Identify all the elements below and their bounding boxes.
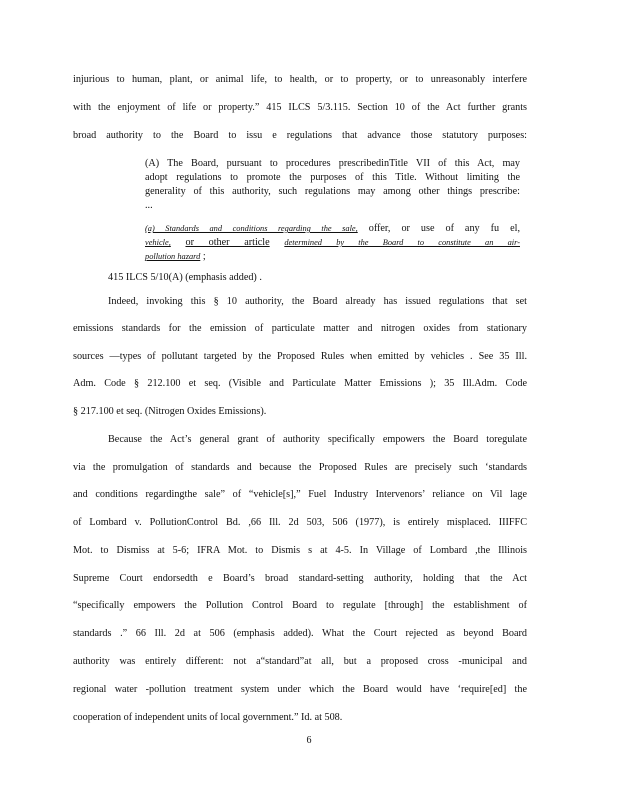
text-line: and conditions regardingthe sale” of “vehicle[s],” Fuel Industry Intervenors’ reliance on Vil lage: [73, 489, 527, 500]
text-line: of Lombard v. PollutionControl Bd. ,66 Ill. 2d 503, 506 (1977), is entirely misplaced. IIIFFC: [73, 517, 527, 528]
page-number: 6: [306, 735, 312, 746]
text-line: Indeed, invoking this § 10 authority, the Board already has issued regulations that set: [108, 296, 527, 307]
text-line: “specifically empowers the Pollution Control Board to regulate [through] the establishment of: [73, 600, 527, 611]
citation: 415 ILCS 5/10(A) (emphasis added) .: [108, 272, 262, 283]
text-line: with the enjoyment of life or property.” 415 ILCS 5/3.115. Section 10 of the Act further grants: [73, 102, 527, 113]
quote-text: or other article: [185, 237, 270, 248]
text-line: Adm. Code § 212.100 et seq. (Visible and Particulate Matter Emissions ); 35 Ill.Adm. Code: [73, 378, 527, 389]
text-line: standards .” 66 Ill. 2d at 506 (emphasis added). What the Court rejected as beyond Board: [73, 628, 527, 639]
emphasized-text: vehicle,: [145, 238, 171, 247]
text-line: Because the Act’s general grant of authority specifically empowers the Board toregulate: [108, 434, 527, 445]
quote-line-emphasis: [145, 222, 520, 235]
text-line: authority was entirely different: not a“standard”at all, but a proposed cross -municipal and: [73, 656, 527, 667]
text-line: regional water -pollution treatment system under which the Board would have ‘require[ed] the: [73, 684, 527, 695]
quote-text: offer, or use of any fu el,: [368, 223, 520, 234]
text-line: Supreme Court endorsedth e Board’s broad standard-setting authority, holding that the Act: [73, 573, 527, 584]
text-line: emissions standards for the emission of particulate matter and nitrogen oxides from stationary: [73, 323, 527, 334]
text-line: cooperation of independent units of local government.” Id. at 508.: [73, 712, 343, 723]
quote-line: adopt regulations to promote the purposes of this Title. Without limiting the: [145, 172, 520, 183]
text-line: § 217.100 et seq. (Nitrogen Oxides Emissions).: [73, 406, 267, 417]
text-line: via the promulgation of standards and because the Proposed Rules are precisely such ‘standards: [73, 462, 527, 473]
quote-line-emphasis: [145, 236, 520, 249]
emphasized-text: determined by the Board to constitute an air-: [284, 238, 520, 247]
quote-text: ;: [202, 251, 206, 262]
text-line: injurious to human, plant, or animal life, to health, or to property, or to unreasonably interfere: [73, 74, 527, 85]
text-line: sources —types of pollutant targeted by the Proposed Rules when emitted by vehicles . See 35 Ill.: [73, 351, 527, 362]
quote-line: (A) The Board, pursuant to procedures prescribedinTitle VII of this Act, may: [145, 158, 520, 169]
text-line: Mot. to Dismiss at 5-6; IFRA Mot. to Dismis s at 4-5. In Village of Lombard ,the Illinois: [73, 545, 527, 556]
quote-line: generality of this authority, such regulations may among other things prescribe:: [145, 186, 520, 197]
quote-line-emphasis: [145, 250, 520, 263]
quote-ellipsis: ...: [145, 200, 153, 211]
text-line: broad authority to the Board to issu e regulations that advance those statutory purposes:: [73, 130, 527, 141]
emphasized-text: (a) Standards and conditions regarding the sale,: [145, 224, 358, 233]
emphasized-text: pollution hazard: [145, 252, 201, 261]
